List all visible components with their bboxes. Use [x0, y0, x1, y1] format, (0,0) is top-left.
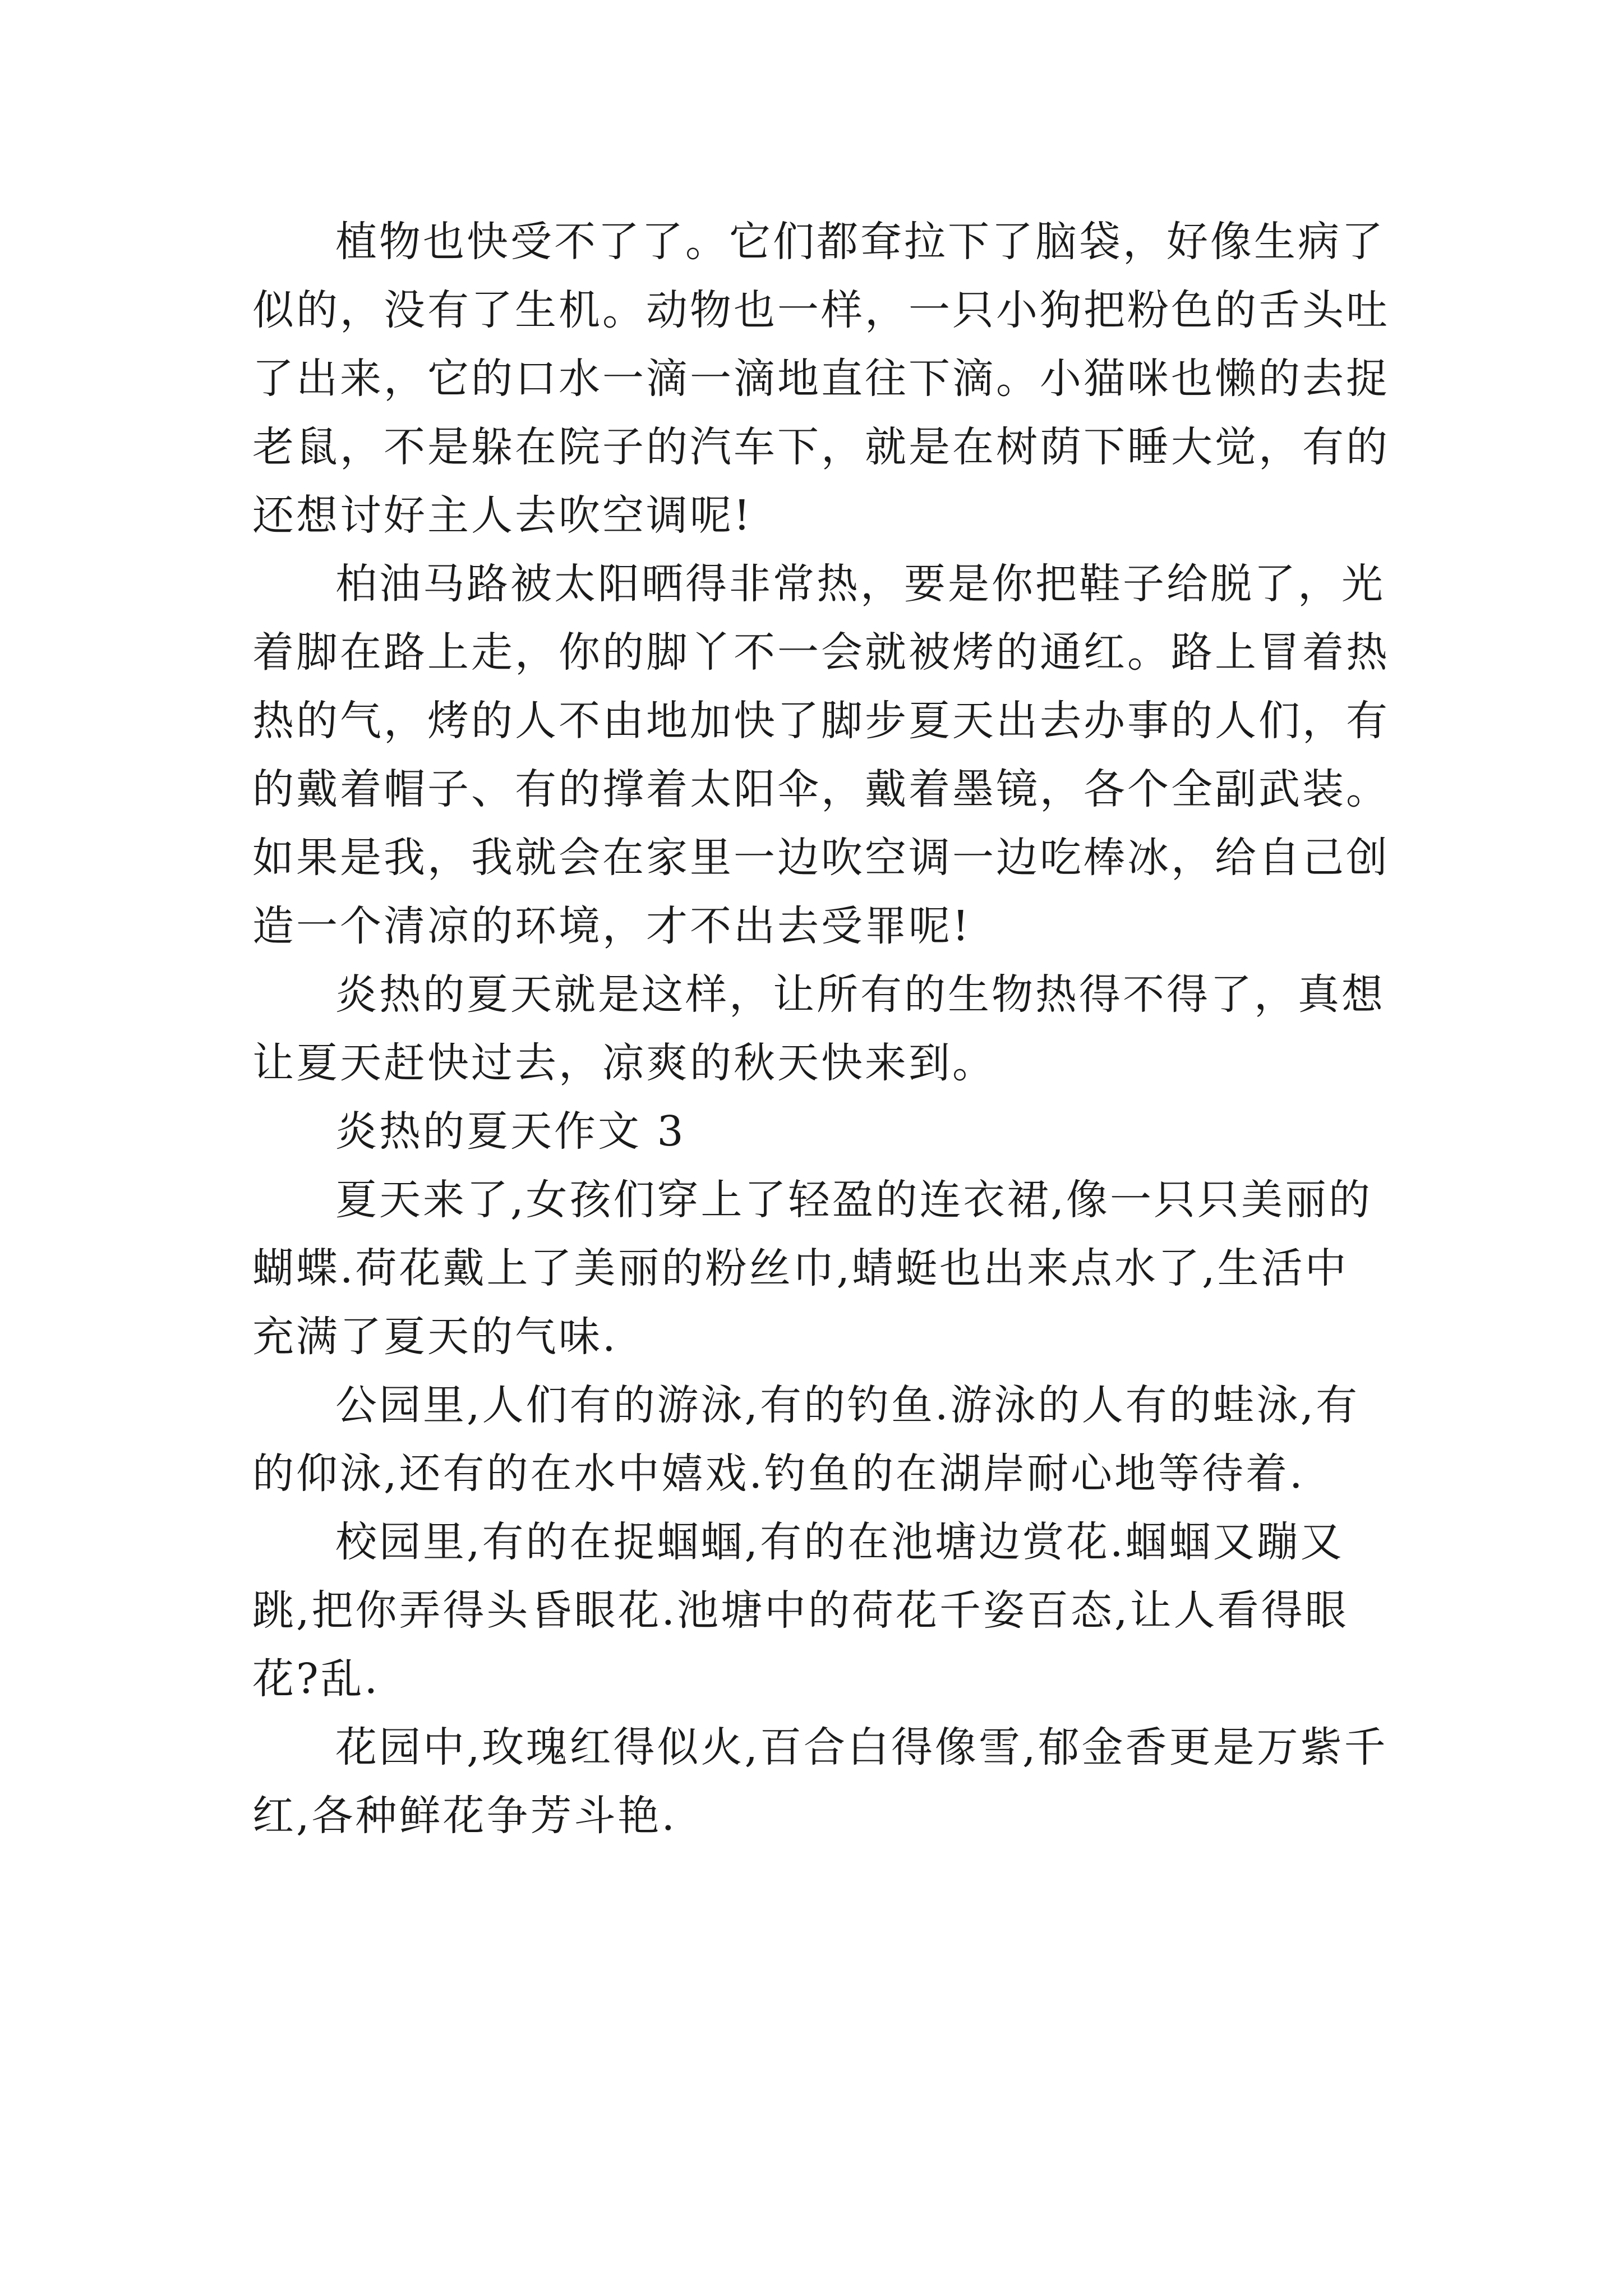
paragraph-asphalt-road: 柏油马路被太阳晒得非常热，要是你把鞋子给脱了，光着脚在路上走，你的脚丫不一会就被烤的通红。路上冒着热热的气，烤的人不由地加快了脚步夏天出去办事的人们，有的戴着帽子、有的撑着太阳伞，戴着墨镜，各个全副武装。如果是我，我就会在家里一边吹空调一边吃棒冰，给自己创造一个清凉的环境，才不出去受罪呢! [252, 560, 1390, 950]
paragraph-plants-animals: 植物也快受不了了。它们都耷拉下了脑袋，好像生病了似的，没有了生机。动物也一样，一只小狗把粉色的舌头吐了出来，它的口水一滴一滴地直往下滴。小猫咪也懒的去捉老鼠，不是躲在院子的汽车下，就是在树荫下睡大觉，有的还想讨好主人去吹空调呢! [252, 218, 1390, 540]
paragraph-hot-summer-conclusion: 炎热的夏天就是这样，让所有的生物热得不得了，真想让夏天赶快过去，凉爽的秋天快来到。 [252, 970, 1385, 1087]
article-body [252, 208, 1391, 1850]
section-title: 炎热的夏天作文 3 [335, 1107, 686, 1156]
paragraph-garden: 花园中,玫瑰红得似火,百合白得像雪,郁金香更是万紫千红,各种鲜花争芳斗艳. [252, 1723, 1388, 1840]
paragraph-park: 公园里,人们有的游泳,有的钓鱼.游泳的人有的蛙泳,有的仰泳,还有的在水中嬉戏.钓鱼的在湖岸耐心地等待着. [252, 1381, 1360, 1498]
paragraph-summer-arrives: 夏天来了,女孩们穿上了轻盈的连衣裙,像一只只美丽的蝴蝶.荷花戴上了美丽的粉丝巾,蜻蜓也出来点水了,生活中充满了夏天的气味. [252, 1176, 1373, 1361]
paragraph-campus: 校园里,有的在捉蝈蝈,有的在池塘边赏花.蝈蝈又蹦又跳,把你弄得头昏眼花.池塘中的荷花千姿百态,让人看得眼花?乱. [252, 1518, 1349, 1703]
